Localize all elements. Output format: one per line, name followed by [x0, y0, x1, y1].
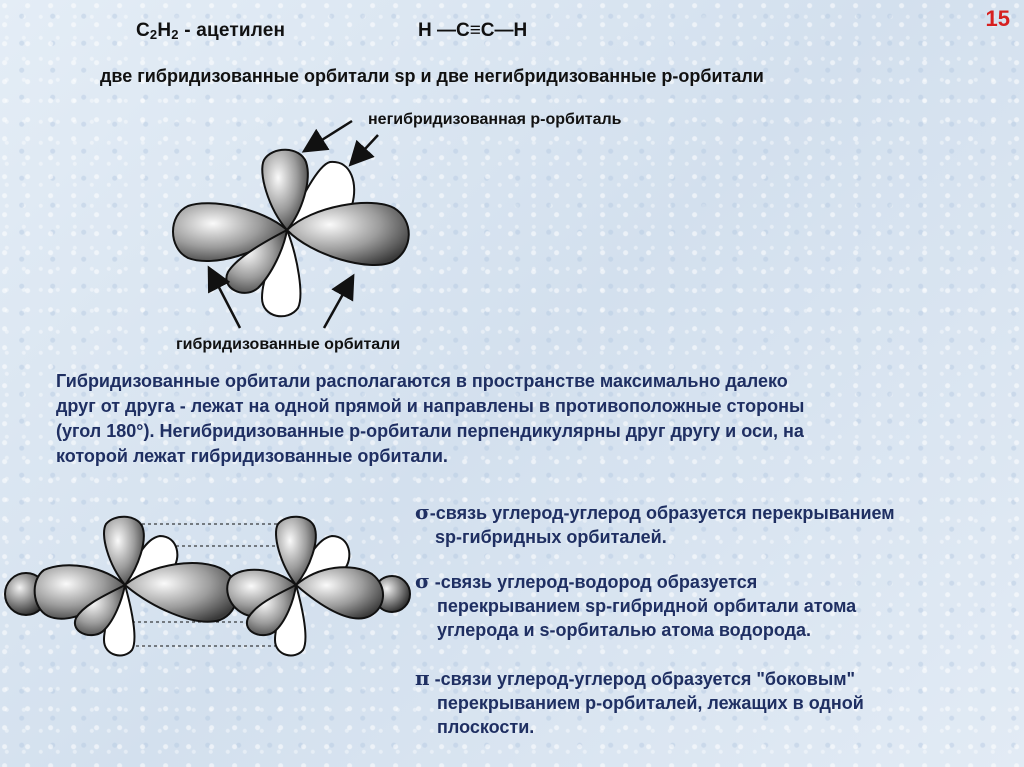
- paragraph-line: Гибридизованные орбитали располагаются в пространстве максимально далеко: [56, 371, 788, 391]
- right-carbon-p-lobe-front: [275, 585, 305, 655]
- left-carbon-p-lobe-front: [104, 585, 134, 655]
- p-orbital-lobe-top: [262, 150, 308, 230]
- p-orbital-lobe-bottom: [226, 230, 287, 293]
- molecule-title: $C_2H_2$ - ацетилен: [136, 20, 286, 42]
- p-orbital-lobe-back: [288, 162, 354, 229]
- right-carbon-sp-lobe-right: [296, 567, 383, 618]
- hybrid-orbital-left: [173, 203, 287, 261]
- explanation-paragraph: [56, 369, 976, 469]
- sigma-symbol: σ: [415, 500, 430, 524]
- right-carbon-sp-lobe-left: [227, 570, 296, 617]
- page-number: 15: [985, 6, 1010, 31]
- pi-cc-bond-note: π -связи углерод-углерод образуется "боковым" перекрыванием p-орбиталей, лежащих в одной плоскости.: [415, 666, 864, 737]
- right-carbon-p-lobe-bottom: [247, 585, 296, 635]
- left-hydrogen-s-orbital: [5, 573, 47, 615]
- left-carbon-p-lobe-back: [125, 536, 177, 586]
- label-unhybridized-orbital: негибридизованная p-орбиталь: [368, 111, 622, 128]
- structural-formula: H —C≡C—H: [418, 20, 528, 41]
- hybrid-orbital-right: [287, 203, 409, 265]
- right-carbon-p-lobe-back: [296, 536, 349, 586]
- p-orbital-lobe-front: [262, 230, 300, 316]
- right-carbon-p-lobe-top: [276, 517, 316, 585]
- left-carbon-sp-lobe-left: [35, 565, 125, 618]
- pi-symbol: π: [415, 666, 430, 690]
- right-hydrogen-s-orbital: [374, 576, 410, 612]
- sigma-cc-bond-note: σ-связь углерод-углерод образуется перекрыванием sp-гибридных орбиталей.: [415, 500, 895, 547]
- sigma-symbol: σ: [415, 569, 430, 593]
- left-carbon-sp-lobe-right: [125, 563, 237, 622]
- paragraph-line: (угол 180°). Негибридизованные p-орбитали перпендикулярны друг другу и оси, на: [56, 421, 804, 441]
- subtitle: две гибридизованные орбитали sp и две негибридизованные p-орбитали: [100, 66, 764, 86]
- paragraph-line: которой лежат гибридизованные орбитали.: [56, 446, 448, 466]
- left-carbon-p-lobe-bottom: [75, 585, 125, 635]
- sigma-ch-bond-note: σ -связь углерод-водород образуется перекрыванием sp-гибридной орбитали атома углерода и s-орбиталью атома водорода.: [415, 569, 857, 640]
- left-carbon-p-lobe-top: [104, 517, 144, 585]
- label-hybridized-orbitals: гибридизованные орбитали: [176, 336, 401, 353]
- paragraph-line: друг от друга - лежат на одной прямой и направлены в противоположные стороны: [56, 396, 805, 416]
